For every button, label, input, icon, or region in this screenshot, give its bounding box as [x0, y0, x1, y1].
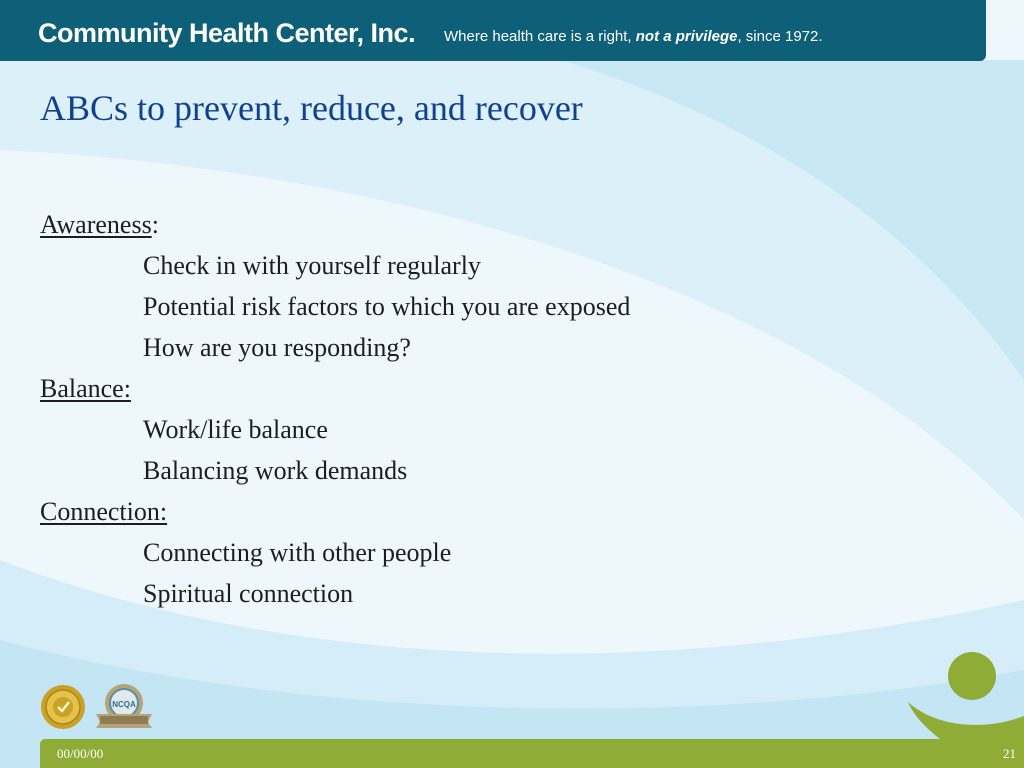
list-item: Spiritual connection: [143, 579, 354, 608]
ncqa-label: NCQA: [112, 700, 136, 709]
section-heading-connection: [40, 491, 630, 532]
section-heading-punct: :: [151, 210, 159, 239]
slide-title: ABCs to prevent, reduce, and recover: [40, 88, 583, 128]
brand-logo-text: Community Health Center, Inc.: [38, 18, 416, 48]
tagline-end: , since 1972.: [737, 28, 823, 45]
tagline-start: Where health care is a right,: [444, 28, 636, 45]
footer-bar: [40, 739, 1024, 768]
tagline-emphasis: not a privilege: [635, 28, 738, 45]
section-heading-text: Awareness: [40, 210, 152, 239]
list-item: Potential risk factors to which you are exposed: [143, 292, 631, 321]
header-bar: [0, 0, 986, 61]
slide-content: [40, 204, 630, 614]
list-item: How are you responding?: [143, 333, 411, 362]
list-item: Connecting with other people: [143, 538, 452, 567]
section-heading-awareness: [40, 204, 630, 245]
tagline: [444, 26, 823, 48]
gold-accreditation-seal-icon: [40, 684, 86, 730]
ncqa-seal-icon: [94, 682, 154, 730]
section-heading-text: Balance:: [40, 374, 131, 403]
list-item: Check in with yourself regularly: [143, 251, 481, 280]
chc-figure-mark-icon: [900, 640, 1024, 740]
section-heading-text: Connection:: [40, 497, 168, 526]
page-number: 21: [1003, 746, 1016, 761]
section-heading-balance: [40, 368, 630, 409]
list-item: Work/life balance: [143, 415, 328, 444]
footer-date: 00/00/00: [57, 746, 104, 761]
list-item: Balancing work demands: [143, 456, 408, 485]
